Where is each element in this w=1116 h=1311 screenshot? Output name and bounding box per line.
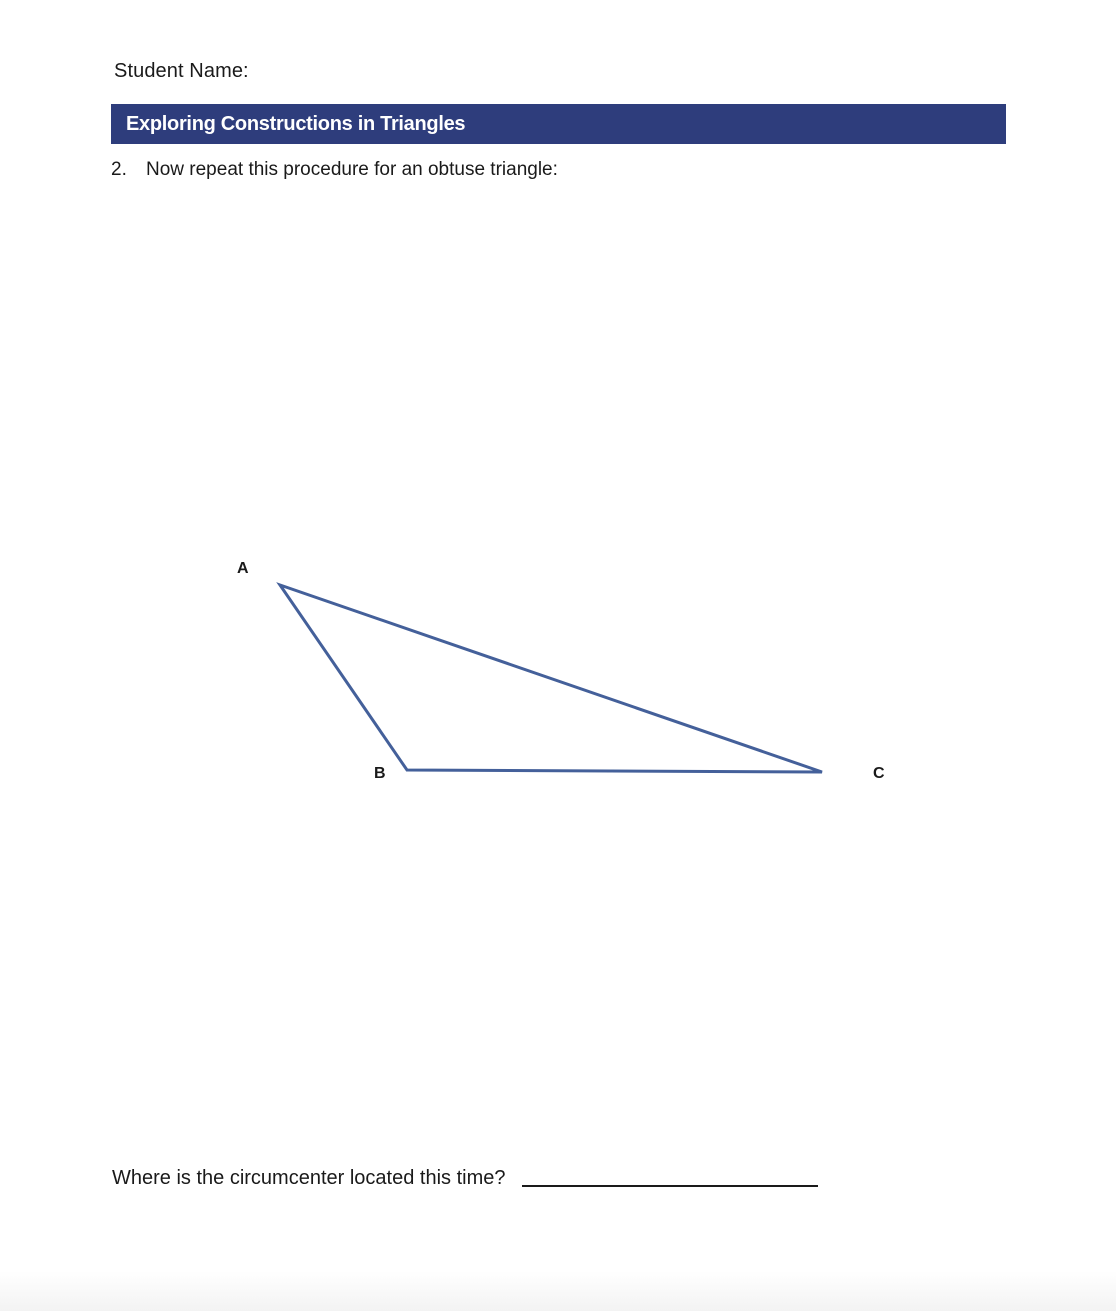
- vertex-label-c: C: [873, 765, 885, 782]
- answer-blank-line[interactable]: [522, 1185, 818, 1187]
- question-text: Now repeat this procedure for an obtuse triangle:: [146, 159, 558, 180]
- question-number: 2.: [111, 159, 127, 180]
- vertex-label-a: A: [237, 560, 249, 577]
- question-item: [111, 159, 558, 181]
- answer-row: [112, 1167, 818, 1190]
- page-bottom-shadow: [0, 1271, 1116, 1311]
- student-name-label: Student Name:: [114, 60, 249, 82]
- section-title-bar: [111, 104, 1006, 144]
- answer-prompt: Where is the circumcenter located this time?: [112, 1167, 506, 1189]
- section-title: Exploring Constructions in Triangles: [126, 112, 466, 135]
- triangle-abc: [280, 585, 822, 772]
- vertex-label-b: B: [374, 765, 386, 782]
